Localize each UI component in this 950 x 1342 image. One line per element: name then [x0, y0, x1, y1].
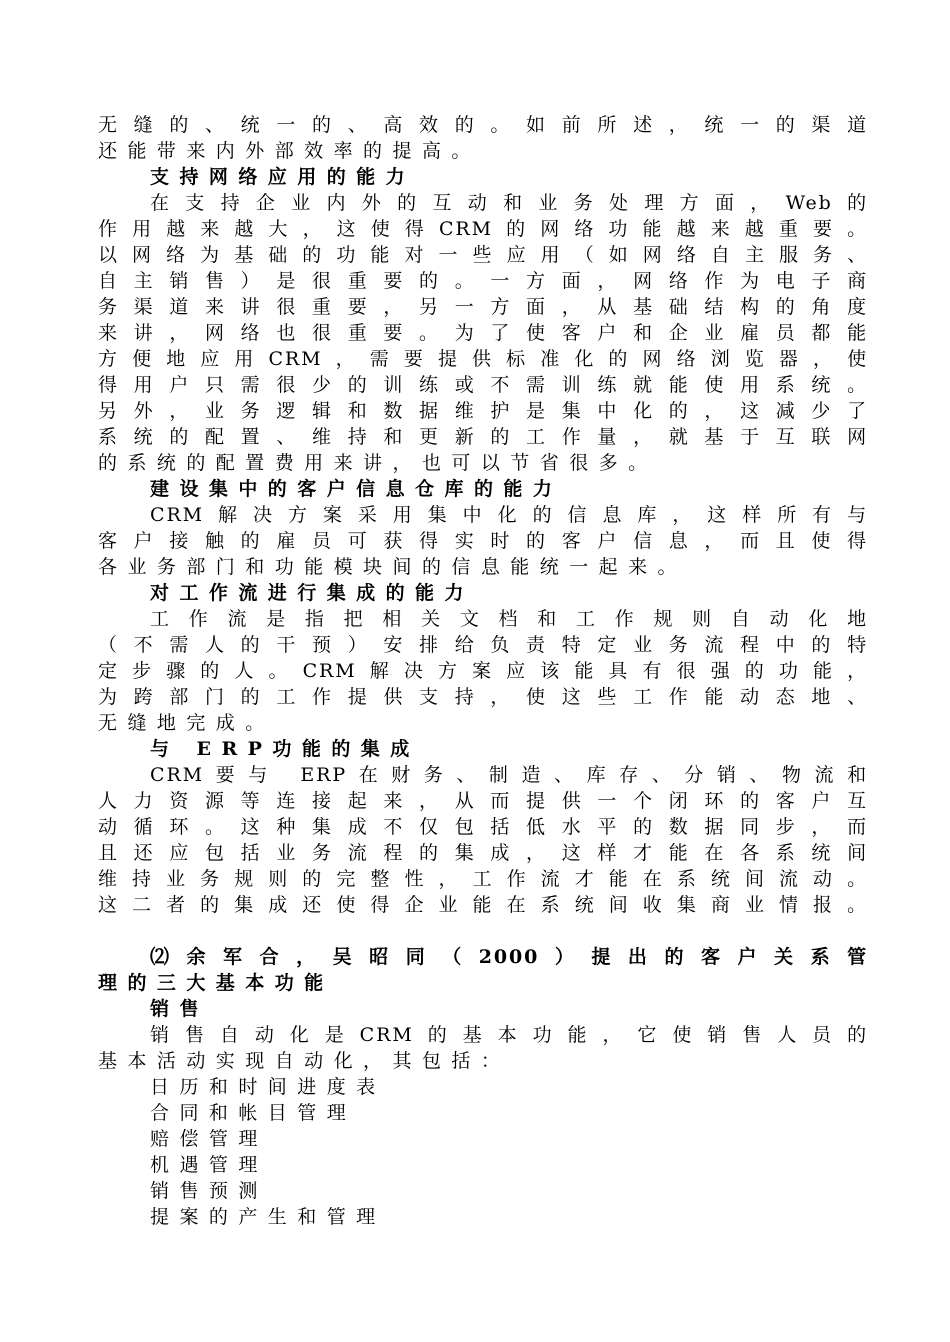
text-line: 提案的产生和管理: [150, 1206, 386, 1228]
text-line: 来讲，网络也很重要。为了使客户和企业雇员都能: [98, 322, 868, 344]
text-line: 动循环。这种集成不仅包括低水平的数据同步，而: [98, 816, 868, 838]
text-line: 为跨部门的工作提供支持，使这些工作能动态地、: [98, 686, 868, 708]
text-line: 无缝地完成。: [98, 712, 275, 734]
text-line: 在支持企业内外的互动和业务处理方面，Web的: [150, 192, 868, 214]
section-heading: 对工作流进行集成的能力: [150, 582, 474, 604]
text-line: 这二者的集成还使得企业能在系统间收集商业情报。: [98, 894, 868, 916]
text-line: （不需人的干预）安排给负责特定业务流程中的特: [98, 634, 868, 656]
section-heading: 销售: [150, 998, 209, 1020]
text-line: 方便地应用CRM，需要提供标准化的网络浏览器，使: [98, 348, 868, 370]
text-line: CRM解决方案采用集中化的信息库，这样所有与: [150, 504, 868, 526]
section-heading: 与 ERP功能的集成: [150, 738, 420, 760]
text-line: 机遇管理: [150, 1154, 268, 1176]
document-body: [98, 112, 868, 1230]
blank-line: [98, 918, 868, 944]
text-line: 合同和帐目管理: [150, 1102, 357, 1124]
text-line: 各业务部门和功能模块间的信息能统一起来。: [98, 556, 688, 578]
text-line: 基本活动实现自动化，其包括：: [98, 1050, 511, 1072]
text-line: 销售预测: [150, 1180, 268, 1202]
text-line: 以网络为基础的功能对一些应用（如网络自主服务、: [98, 244, 868, 266]
text-line: 无缝的、统一的、高效的。如前所述，统一的渠道: [98, 114, 868, 136]
section-heading: 理的三大基本功能: [98, 972, 334, 994]
text-line: 工作流是指把相关文档和工作规则自动化地: [150, 608, 868, 630]
text-line: 客户接触的雇员可获得实时的客户信息，而且使得: [98, 530, 868, 552]
text-line: 得用户只需很少的训练或不需训练就能使用系统。: [98, 374, 868, 396]
text-line: 作用越来越大，这使得CRM的网络功能越来越重要。: [98, 218, 868, 240]
text-line: 销售自动化是CRM的基本功能，它使销售人员的: [150, 1024, 868, 1046]
text-line: 赔偿管理: [150, 1128, 268, 1150]
text-line: 日历和时间进度表: [150, 1076, 386, 1098]
section-heading: 支持网络应用的能力: [150, 166, 416, 188]
text-line: 务渠道来讲很重要，另一方面，从基础结构的角度: [98, 296, 868, 318]
text-line: 定步骤的人。CRM解决方案应该能具有很强的功能，: [98, 660, 868, 682]
text-line: 自主销售）是很重要的。一方面，网络作为电子商: [98, 270, 868, 292]
text-line: 的系统的配置费用来讲，也可以节省很多。: [98, 452, 658, 474]
text-line: 且还应包括业务流程的集成，这样才能在各系统间: [98, 842, 868, 864]
section-heading: 建设集中的客户信息仓库的能力: [150, 478, 563, 500]
section-heading: ⑵余军合，吴昭同（2000）提出的客户关系管: [150, 946, 868, 968]
text-line: 系统的配置、维持和更新的工作量，就基于互联网: [98, 426, 868, 448]
text-line: 另外，业务逻辑和数据维护是集中化的，这减少了: [98, 400, 868, 422]
text-line: CRM要与 ERP在财务、制造、库存、分销、物流和: [150, 764, 868, 786]
text-line: 人力资源等连接起来，从而提供一个闭环的客户互: [98, 790, 868, 812]
text-line: 维持业务规则的完整性，工作流才能在系统间流动。: [98, 868, 868, 890]
text-line: 还能带来内外部效率的提高。: [98, 140, 481, 162]
